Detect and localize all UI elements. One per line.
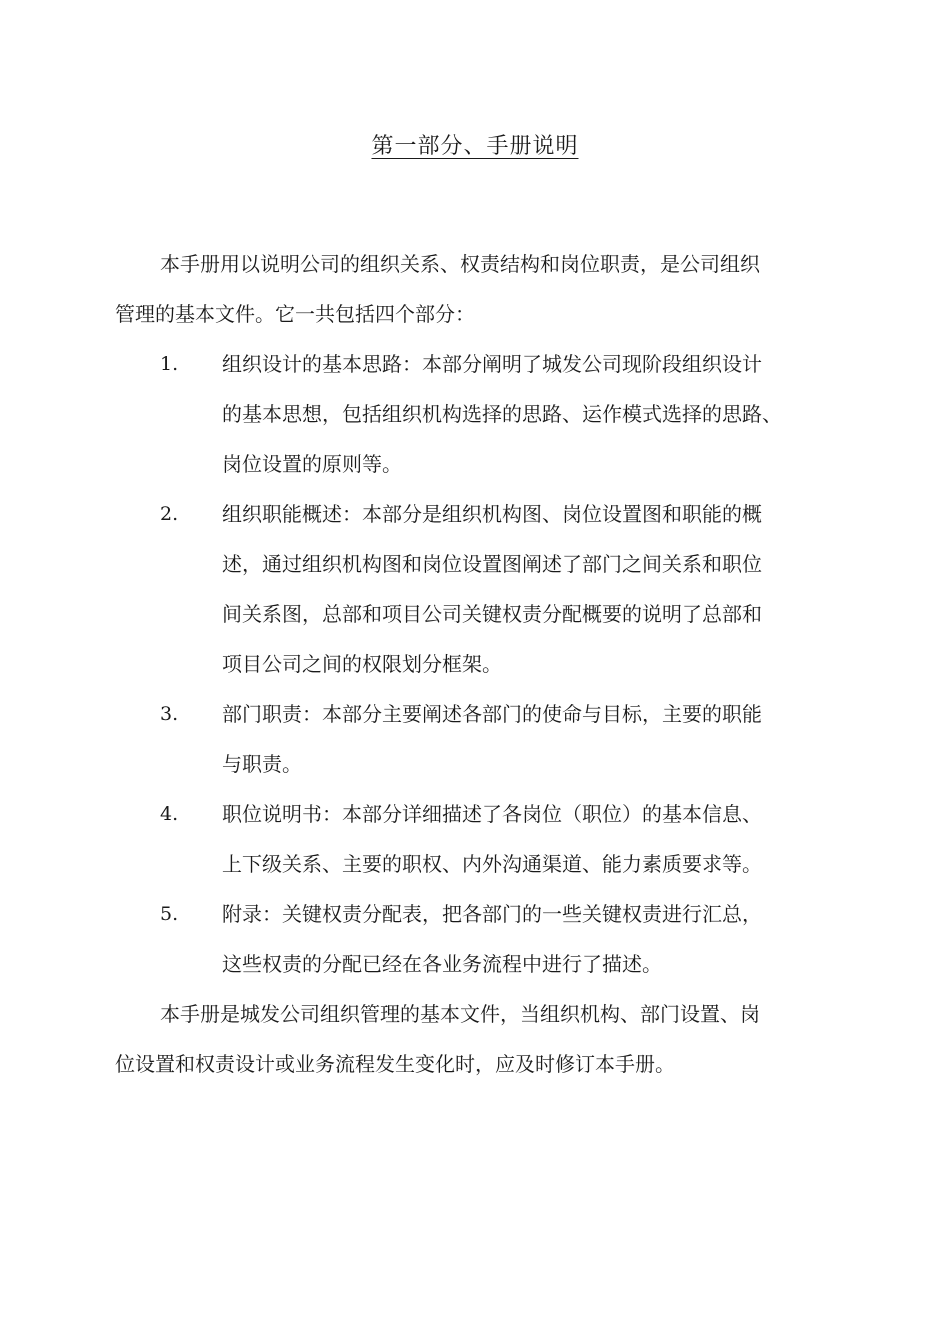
list-item-line: 部门职责：本部分主要阐述各部门的使命与目标，主要的职能	[222, 702, 762, 726]
list-item-number: 3.	[160, 703, 179, 725]
list-item-number: 5.	[160, 903, 179, 925]
list-item-number: 2.	[160, 503, 179, 525]
page-title	[0, 131, 950, 163]
list-item-line: 述，通过组织机构图和岗位设置图阐述了部门之间关系和职位	[222, 552, 762, 576]
list-item-line: 职位说明书：本部分详细描述了各岗位（职位）的基本信息、	[222, 802, 762, 826]
list-item-line: 项目公司之间的权限划分框架。	[222, 652, 502, 676]
list-item-line: 岗位设置的原则等。	[222, 452, 402, 476]
list-item-line: 的基本思想，包括组织机构选择的思路、运作模式选择的思路、	[222, 402, 782, 426]
list-item-line: 组织设计的基本思路：本部分阐明了城发公司现阶段组织设计	[222, 352, 762, 376]
list-item-line: 组织职能概述：本部分是组织机构图、岗位设置图和职能的概	[222, 502, 762, 526]
list-item-line: 上下级关系、主要的职权、内外沟通渠道、能力素质要求等。	[222, 852, 762, 876]
page-title-text: 第一部分、手册说明	[371, 134, 579, 159]
closing-line-2: 位设置和权责设计或业务流程发生变化时，应及时修订本手册。	[115, 1052, 675, 1076]
list-item-number: 4.	[160, 803, 179, 825]
list-item-line: 与职责。	[222, 752, 302, 776]
intro-line-2: 管理的基本文件。它一共包括四个部分：	[115, 302, 475, 326]
list-item-number: 1.	[160, 353, 179, 375]
list-item-line: 附录：关键权责分配表，把各部门的一些关键权责进行汇总，	[222, 902, 762, 926]
intro-line-1: 本手册用以说明公司的组织关系、权责结构和岗位职责，是公司组织	[160, 252, 760, 276]
closing-line-1: 本手册是城发公司组织管理的基本文件，当组织机构、部门设置、岗	[160, 1002, 760, 1026]
list-item-line: 这些权责的分配已经在各业务流程中进行了描述。	[222, 952, 662, 976]
list-item-line: 间关系图，总部和项目公司关键权责分配概要的说明了总部和	[222, 602, 762, 626]
